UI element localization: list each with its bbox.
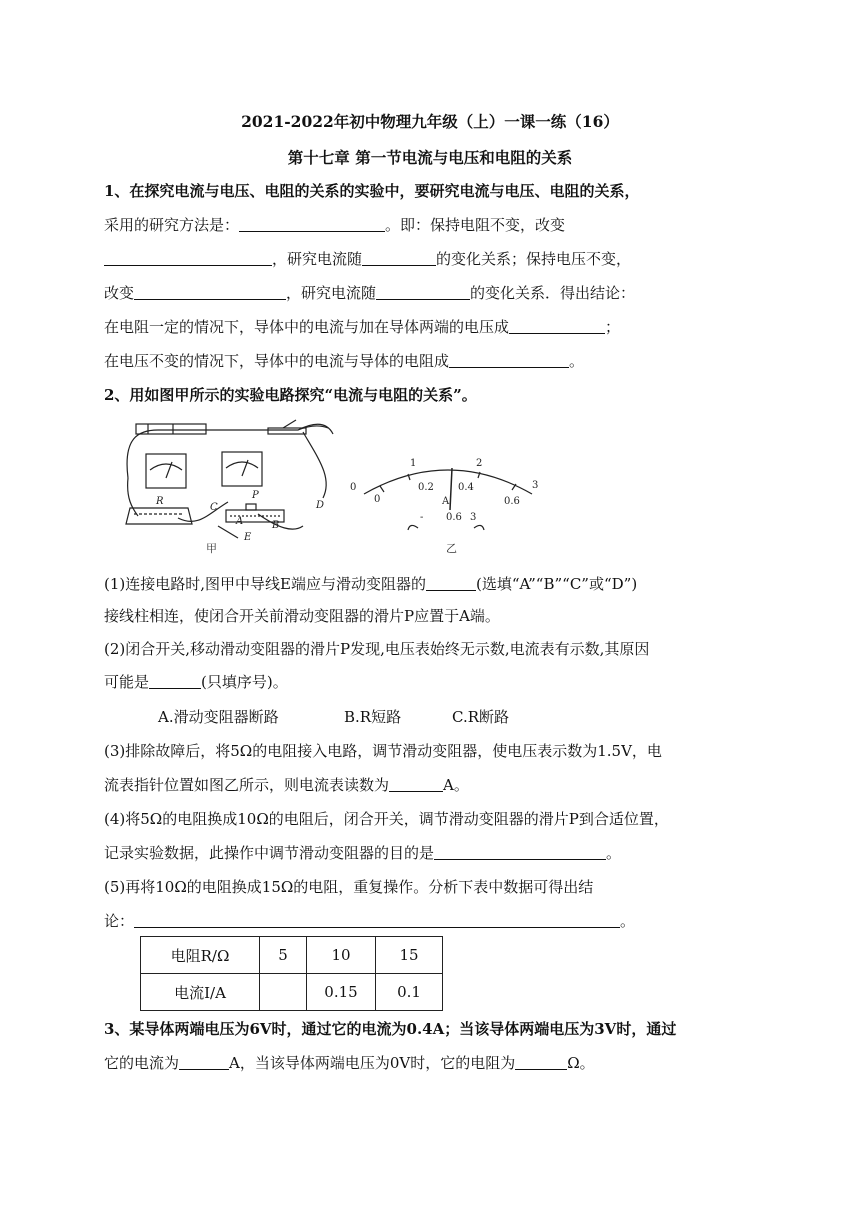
q1-text-2a: 采用的研究方法是： bbox=[104, 216, 240, 234]
dial-top-3: 3 bbox=[532, 480, 539, 491]
table-row bbox=[141, 974, 443, 1011]
q1-text-5a: 在电阻一定的情况下，导体中的电流与加在导体两端的电压成 bbox=[104, 318, 510, 336]
dial-bottom-0: 0 bbox=[374, 494, 381, 505]
dial-pointer bbox=[450, 468, 452, 510]
q2-p2-text-c: (只填序号)。 bbox=[201, 673, 288, 691]
chapter-subtitle: 第十七章 第一节电流与电压和电阻的关系 bbox=[287, 148, 573, 167]
q2-p4-blank[interactable] bbox=[434, 845, 606, 860]
terminal-06: 0.6 bbox=[446, 512, 462, 523]
q2-p4-line-1: (4)将5Ω的电阻换成10Ω的电阻后，闭合开关，调节滑动变阻器的滑片P到合适位置， bbox=[104, 810, 669, 828]
q2-option-b: B.R短路 bbox=[344, 708, 402, 726]
q1-line-5 bbox=[104, 316, 620, 337]
q2-p5-line-1: (5)再将10Ω的电阻换成15Ω的电阻，重复操作。分析下表中数据可得出结 bbox=[104, 878, 594, 896]
ammeter bbox=[222, 452, 262, 486]
q2-p4-line-2 bbox=[104, 842, 621, 863]
q1-line-4 bbox=[104, 282, 635, 303]
q1-text-2b: 。即：保持电阻不变，改变 bbox=[385, 216, 566, 234]
q1-text-1: 1、在探究电流与电压、电阻的关系的实验中，要研究电流与电压、电阻的关系， bbox=[104, 182, 640, 200]
circuit-diagram-jia bbox=[126, 420, 333, 538]
label-a: A bbox=[236, 516, 244, 527]
q1-blank-change-2[interactable] bbox=[134, 285, 286, 300]
q2-intro-text: 2、用如图甲所示的实验电路探究“电流与电阻的关系”。 bbox=[104, 386, 477, 404]
q2-p1-line-2: 接线柱相连，使闭合开关前滑动变阻器的滑片P应置于A端。 bbox=[104, 607, 500, 625]
table-cell: 电阻R/Ω bbox=[141, 937, 260, 974]
table-cell: 0.15 bbox=[307, 974, 376, 1011]
q1-line-2 bbox=[104, 214, 565, 235]
table-cell: 0.1 bbox=[376, 974, 443, 1011]
table-cell: 5 bbox=[260, 937, 307, 974]
label-e: E bbox=[244, 532, 252, 543]
page-title: 2021-2022年初中物理九年级（上）一课一练（16） bbox=[241, 112, 619, 131]
q3-blank-resistance[interactable] bbox=[515, 1055, 567, 1070]
q2-p2-line-2 bbox=[104, 671, 288, 692]
circuit-figure bbox=[118, 418, 558, 558]
q2-p2-text-b: 可能是 bbox=[104, 673, 150, 691]
wire-mid bbox=[178, 502, 228, 521]
voltmeter bbox=[146, 454, 186, 488]
q2-p5-line-2 bbox=[104, 910, 635, 931]
q2-p3-text-c: A。 bbox=[443, 776, 469, 794]
q1-blank-vary-1[interactable] bbox=[362, 251, 436, 266]
q3-text-2c: Ω。 bbox=[567, 1054, 595, 1072]
q2-option-c: C.R断路 bbox=[452, 708, 510, 726]
wire-right bbox=[303, 432, 326, 498]
q2-p5-text-b: 论： bbox=[104, 912, 135, 930]
q2-p3-text-b: 流表指针位置如图乙所示，则电流表读数为 bbox=[104, 776, 390, 794]
q3-line-1 bbox=[104, 1018, 676, 1039]
q1-blank-change-1[interactable] bbox=[104, 251, 272, 266]
dial-unit-a: A bbox=[442, 496, 450, 507]
q1-text-4b: ，研究电流随 bbox=[286, 284, 377, 302]
dial-top-2: 2 bbox=[476, 458, 483, 469]
q1-blank-conclusion-2[interactable] bbox=[449, 353, 569, 368]
q2-p4-text-c: 。 bbox=[606, 844, 622, 862]
q1-line-3 bbox=[104, 248, 631, 269]
q2-p4-text-b: 记录实验数据，此操作中调节滑动变阻器的目的是 bbox=[104, 844, 435, 862]
q3-line-2 bbox=[104, 1052, 595, 1073]
battery bbox=[136, 424, 206, 434]
q1-text-4c: 的变化关系．得出结论： bbox=[470, 284, 636, 302]
label-p: P bbox=[252, 490, 259, 501]
q3-text-2b: A，当该导体两端电压为0V时，它的电阻为 bbox=[229, 1054, 516, 1072]
q1-line-6 bbox=[104, 350, 584, 371]
q2-p3-line-2 bbox=[104, 774, 469, 795]
table-cell: 10 bbox=[307, 937, 376, 974]
q1-text-3b: 的变化关系；保持电压不变， bbox=[436, 250, 632, 268]
terminal-neg: - bbox=[420, 512, 424, 523]
q2-option-a: A.滑动变阻器断路 bbox=[158, 708, 279, 726]
q1-text-4a: 改变 bbox=[104, 284, 135, 302]
q2-intro bbox=[104, 384, 477, 405]
dial-bottom-06: 0.6 bbox=[504, 496, 520, 507]
dial-bottom-02: 0.2 bbox=[418, 482, 434, 493]
label-b: B bbox=[272, 520, 280, 531]
q2-p5-text-c: 。 bbox=[620, 912, 636, 930]
q2-p2-line-1: (2)闭合开关,移动滑动变阻器的滑片P发现,电压表始终无示数,电流表有示数,其原因 bbox=[104, 640, 650, 658]
caption-yi: 乙 bbox=[446, 542, 457, 555]
dial-arc bbox=[364, 470, 532, 494]
table-cell: 15 bbox=[376, 937, 443, 974]
table-cell-blank[interactable] bbox=[260, 974, 307, 1011]
label-c: C bbox=[210, 502, 218, 513]
data-table bbox=[140, 936, 443, 1011]
q3-blank-current[interactable] bbox=[179, 1055, 229, 1070]
q3-text-2a: 它的电流为 bbox=[104, 1054, 180, 1072]
q1-text-3a: ，研究电流随 bbox=[272, 250, 363, 268]
q2-p5-blank[interactable] bbox=[134, 913, 620, 928]
resistor-r bbox=[126, 508, 192, 524]
dial-top-1: 1 bbox=[410, 458, 417, 469]
table-cell: 电流I/A bbox=[141, 974, 260, 1011]
dial-bottom-04: 0.4 bbox=[458, 482, 474, 493]
q1-line-1 bbox=[104, 180, 639, 201]
dial-top-0: 0 bbox=[350, 482, 357, 493]
q2-p3-blank[interactable] bbox=[389, 777, 443, 792]
q1-text-5b: ； bbox=[605, 318, 621, 336]
q2-p1-line-1 bbox=[104, 573, 637, 594]
q1-blank-vary-2[interactable] bbox=[376, 285, 470, 300]
q2-p3-line-1: (3)排除故障后，将5Ω的电阻接入电路，调节滑动变阻器，使电压表示数为1.5V，电 bbox=[104, 742, 662, 760]
q1-blank-method[interactable] bbox=[239, 217, 385, 232]
label-r: R bbox=[156, 496, 164, 507]
caption-jia: 甲 bbox=[206, 542, 217, 555]
q3-text-1: 3、某导体两端电压为6V时，通过它的电流为0.4A；当该导体两端电压为3V时，通过 bbox=[104, 1020, 677, 1038]
label-d: D bbox=[316, 500, 325, 511]
q2-p1-text-b: (选填“A”“B”“C”或“D”) bbox=[475, 575, 638, 593]
table-row bbox=[141, 937, 443, 974]
q1-blank-conclusion-1[interactable] bbox=[509, 319, 605, 334]
slider-p bbox=[246, 504, 256, 510]
q2-p1-blank[interactable] bbox=[426, 576, 476, 591]
q2-p1-text-a: (1)连接电路时,图甲中导线E端应与滑动变阻器的 bbox=[104, 575, 426, 593]
q1-text-6b: 。 bbox=[569, 352, 585, 370]
terminal-3: 3 bbox=[470, 512, 477, 523]
q1-text-6a: 在电压不变的情况下，导体中的电流与导体的电阻成 bbox=[104, 352, 450, 370]
q2-p2-blank[interactable] bbox=[149, 674, 201, 689]
